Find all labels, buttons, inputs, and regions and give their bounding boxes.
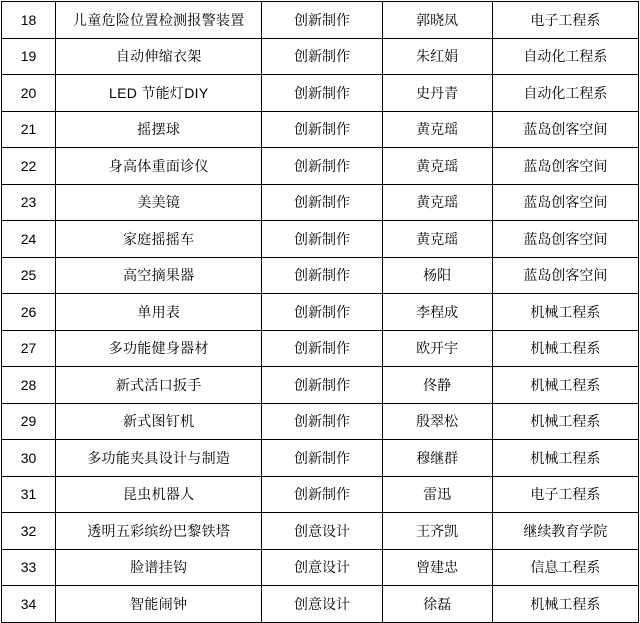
cell-department: 机械工程系	[492, 294, 638, 331]
cell-category: 创新制作	[262, 184, 382, 221]
cell-project-name: 智能闹钟	[56, 586, 262, 623]
document-page	[0, 1, 640, 614]
table-row	[2, 513, 639, 550]
cell-department: 电子工程系	[492, 476, 638, 513]
cell-project-name: 美美镜	[56, 184, 262, 221]
cell-person: 朱红娟	[382, 38, 492, 75]
cell-index: 26	[2, 294, 56, 331]
cell-department: 蓝岛创客空间	[492, 111, 638, 148]
cell-project-name: 单用表	[56, 294, 262, 331]
table-row	[2, 367, 639, 404]
table-row	[2, 330, 639, 367]
cell-index: 22	[2, 148, 56, 185]
cell-person: 徐磊	[382, 586, 492, 623]
table-row	[2, 75, 639, 112]
cell-department: 蓝岛创客空间	[492, 148, 638, 185]
cell-department: 自动化工程系	[492, 38, 638, 75]
cell-person: 雷迅	[382, 476, 492, 513]
cell-project-name: 多功能夹具设计与制造	[56, 440, 262, 477]
cell-department: 机械工程系	[492, 586, 638, 623]
cell-category: 创意设计	[262, 513, 382, 550]
cell-department: 蓝岛创客空间	[492, 221, 638, 258]
cell-person: 殷翠松	[382, 403, 492, 440]
cell-project-name: 家庭摇摇车	[56, 221, 262, 258]
cell-person: 王齐凯	[382, 513, 492, 550]
cell-department: 信息工程系	[492, 549, 638, 586]
cell-index: 33	[2, 549, 56, 586]
cell-category: 创新制作	[262, 148, 382, 185]
cell-index: 28	[2, 367, 56, 404]
cell-person: 史丹青	[382, 75, 492, 112]
cell-index: 24	[2, 221, 56, 258]
cell-project-name: 新式活口扳手	[56, 367, 262, 404]
cell-project-name: 自动伸缩衣架	[56, 38, 262, 75]
cell-person: 黄克瑶	[382, 221, 492, 258]
cell-department: 电子工程系	[492, 2, 638, 39]
cell-category: 创新制作	[262, 403, 382, 440]
table-row	[2, 440, 639, 477]
cell-category: 创意设计	[262, 549, 382, 586]
cell-project-name: 摇摆球	[56, 111, 262, 148]
cell-person: 黄克瑶	[382, 111, 492, 148]
cell-department: 自动化工程系	[492, 75, 638, 112]
cell-index: 34	[2, 586, 56, 623]
cell-category: 创新制作	[262, 476, 382, 513]
cell-category: 创新制作	[262, 75, 382, 112]
cell-project-name: 高空摘果器	[56, 257, 262, 294]
cell-category: 创新制作	[262, 221, 382, 258]
cell-index: 29	[2, 403, 56, 440]
cell-person: 曾建忠	[382, 549, 492, 586]
cell-category: 创新制作	[262, 111, 382, 148]
cell-index: 18	[2, 2, 56, 39]
cell-project-name: LED 节能灯DIY	[56, 75, 262, 112]
cell-person: 欧开宇	[382, 330, 492, 367]
table-row	[2, 257, 639, 294]
table-row	[2, 111, 639, 148]
table-row	[2, 2, 639, 39]
cell-department: 蓝岛创客空间	[492, 184, 638, 221]
cell-category: 创新制作	[262, 330, 382, 367]
cell-project-name: 多功能健身器材	[56, 330, 262, 367]
cell-person: 黄克瑶	[382, 184, 492, 221]
cell-category: 创新制作	[262, 440, 382, 477]
cell-department: 蓝岛创客空间	[492, 257, 638, 294]
table-row	[2, 148, 639, 185]
cell-department: 机械工程系	[492, 440, 638, 477]
cell-project-name: 透明五彩缤纷巴黎铁塔	[56, 513, 262, 550]
cell-category: 创新制作	[262, 257, 382, 294]
cell-index: 20	[2, 75, 56, 112]
table-body	[2, 2, 639, 623]
cell-department: 机械工程系	[492, 367, 638, 404]
table-row	[2, 403, 639, 440]
cell-category: 创新制作	[262, 294, 382, 331]
cell-index: 27	[2, 330, 56, 367]
table-row	[2, 38, 639, 75]
cell-project-name: 新式图钉机	[56, 403, 262, 440]
cell-person: 李程成	[382, 294, 492, 331]
cell-project-name: 身高体重面诊仪	[56, 148, 262, 185]
cell-project-name: 昆虫机器人	[56, 476, 262, 513]
cell-person: 佟静	[382, 367, 492, 404]
cell-project-name: 脸谱挂钩	[56, 549, 262, 586]
cell-index: 19	[2, 38, 56, 75]
cell-category: 创新制作	[262, 2, 382, 39]
cell-department: 机械工程系	[492, 330, 638, 367]
cell-index: 30	[2, 440, 56, 477]
cell-department: 继续教育学院	[492, 513, 638, 550]
cell-department: 机械工程系	[492, 403, 638, 440]
cell-project-name: 儿童危险位置检测报警装置	[56, 2, 262, 39]
cell-person: 黄克瑶	[382, 148, 492, 185]
table-row	[2, 221, 639, 258]
cell-index: 23	[2, 184, 56, 221]
cell-person: 郭晓凤	[382, 2, 492, 39]
cell-index: 21	[2, 111, 56, 148]
table-row	[2, 586, 639, 623]
table-row	[2, 476, 639, 513]
project-list-table	[1, 1, 639, 623]
cell-index: 32	[2, 513, 56, 550]
cell-category: 创新制作	[262, 367, 382, 404]
cell-person: 杨阳	[382, 257, 492, 294]
cell-category: 创意设计	[262, 586, 382, 623]
table-row	[2, 294, 639, 331]
table-row	[2, 549, 639, 586]
cell-category: 创新制作	[262, 38, 382, 75]
cell-index: 25	[2, 257, 56, 294]
table-row	[2, 184, 639, 221]
cell-index: 31	[2, 476, 56, 513]
cell-person: 穆继群	[382, 440, 492, 477]
